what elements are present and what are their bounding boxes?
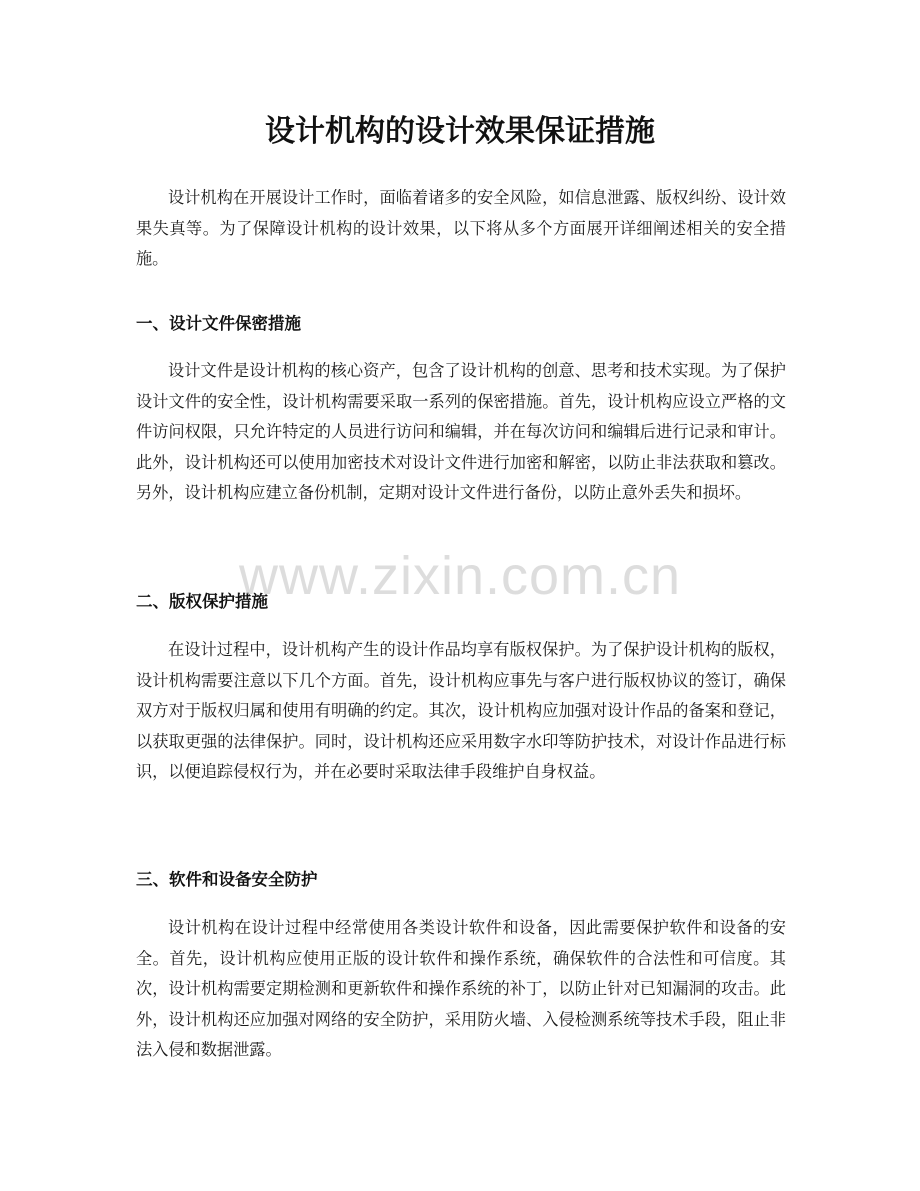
document-title: 设计机构的设计效果保证措施 (265, 114, 655, 149)
intro-paragraph: 设计机构在开展设计工作时，面临着诸多的安全风险，如信息泄露、版权纠纷、设计效果失真等。为了保障设计机构的设计效果，以下将从多个方面展开详细阐述相关的安全措施。 (136, 188, 786, 268)
section-heading-copyright-protection: 二、版权保护措施 (136, 592, 268, 611)
section-body-software-device-security: 设计机构在设计过程中经常使用各类设计软件和设备，因此需要保护软件和设备的安全。首先，设计机构应使用正版的设计软件和操作系统，确保软件的合法性和可信度。其次，设计机构需要定期检测和更新软件和操作系统的补丁，以防止针对已知漏洞的攻击。此外，设计机构还应加强对网络的安全防护，采用防火墙、入侵检测系统等技术手段，阻止非法入侵和数据泄露。 (136, 918, 786, 1059)
section-heading-software-device-security: 三、软件和设备安全防护 (136, 870, 318, 889)
section-body-copyright-protection: 在设计过程中，设计机构产生的设计作品均享有版权保护。为了保护设计机构的版权，设计机构需要注意以下几个方面。首先，设计机构应事先与客户进行版权协议的签订，确保双方对于版权归属和使用有明确的约定。其次，设计机构应加强对设计作品的备案和登记，以获取更强的法律保护。同时，设计机构还应采用数字水印等防护技术，对设计作品进行标识，以便追踪侵权行为，并在必要时采取法律手段维护自身权益。 (136, 640, 786, 781)
section-body-file-confidentiality: 设计文件是设计机构的核心资产，包含了设计机构的创意、思考和技术实现。为了保护设计文件的安全性，设计机构需要采取一系列的保密措施。首先，设计机构应设立严格的文件访问权限，只允许特定的人员进行访问和编辑，并在每次访问和编辑后进行记录和审计。此外，设计机构还可以使用加密技术对设计文件进行加密和解密，以防止非法获取和篡改。另外，设计机构应建立备份机制，定期对设计文件进行备份，以防止意外丢失和损坏。 (136, 361, 786, 502)
section-heading-file-confidentiality: 一、设计文件保密措施 (136, 314, 301, 333)
site-watermark: www.zixin.com.cn (238, 546, 682, 606)
